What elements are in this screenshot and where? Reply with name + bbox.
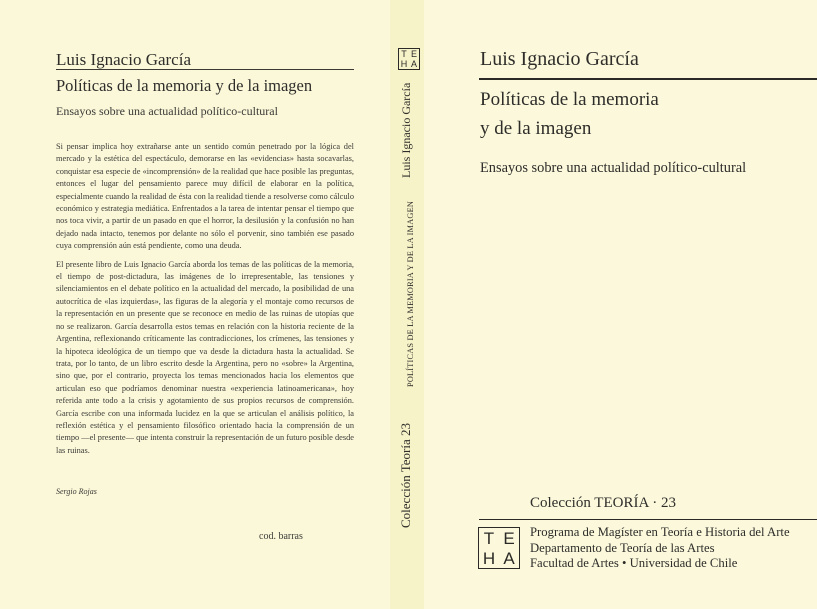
logo-letter: H bbox=[400, 58, 408, 69]
logo-letter: T bbox=[401, 48, 407, 59]
logo-letter: T bbox=[483, 528, 495, 548]
blurb-paragraph: El presente libro de Luis Ignacio García aborda los temas de las políticas de la memoria, el tiempo de post-dictadura, las imágenes de lo irrepresentable, las tensiones y silenciamientos en el debate político en la actualidad del mercado, la posibilidad de una autocrítica de «las izquierdas», las figuras de la alegoría y el montaje como recursos de la representación en un presente que se reconoce en medio de las ruinas de utopías que no se realizaron. García desarrolla estos temas en relación con la historia reciente de la Argentina, reflexionando críticamente las contradicciones, los crímenes, las tensiones y la hipoteca ideológica de un tiempo que va desde la dictadura hasta la actualidad. Se trata, por lo tanto, de un libro escrito desde la Argentina, pero no «sobre» la Argentina, sino que, por el contrario, proyecta los temas mencionados hacia los elementos que articulan eso que podríamos denominar nuestra «experiencia latinoamericana», hoy referida ante todo a la crisis y agotamiento de sus propios recursos de comprensión. García escribe con una informada lucidez en la que se articulan el análisis político, la reflexión estética y el pensamiento filosófico orientado hacia la comprensión de un tiempo —el presente— que intenta construir la representación de un futuro posible desde las ruinas. bbox=[56, 259, 354, 455]
logo-letter: A bbox=[503, 548, 515, 568]
back-author: Luis Ignacio García bbox=[56, 50, 191, 69]
front-author: Luis Ignacio García bbox=[480, 48, 639, 70]
front-subtitle: Ensayos sobre una actualidad político-cultural bbox=[480, 160, 747, 176]
spine-title: POLÍTICAS DE LA MEMORIA Y DE LA IMAGEN bbox=[406, 200, 415, 387]
logo-letter: E bbox=[503, 528, 515, 548]
teha-logo-spine bbox=[398, 48, 420, 70]
front-institution bbox=[530, 525, 790, 572]
back-cover bbox=[0, 0, 390, 609]
front-collection-rule bbox=[479, 519, 817, 520]
back-title: Políticas de la memoria y de la imagen bbox=[56, 76, 313, 95]
barcode-placeholder: cod. barras bbox=[259, 531, 303, 542]
blurb-signature: Sergio Rojas bbox=[56, 487, 97, 496]
institution-line: Programa de Magíster en Teoría e Historia del Arte bbox=[530, 525, 790, 539]
logo-letter: H bbox=[482, 548, 496, 568]
spine-collection: Colección Teoría 23 bbox=[398, 423, 413, 528]
back-subtitle: Ensayos sobre una actualidad político-cultural bbox=[56, 104, 278, 118]
teha-logo-front bbox=[478, 527, 520, 569]
front-title-line: Políticas de la memoria bbox=[480, 89, 659, 110]
institution-line: Facultad de Artes • Universidad de Chile bbox=[530, 556, 738, 570]
logo-letter: E bbox=[410, 48, 417, 59]
institution-line: Departamento de Teoría de las Artes bbox=[530, 540, 715, 555]
front-title-line: y de la imagen bbox=[480, 118, 592, 139]
back-author-rule bbox=[56, 69, 354, 70]
blurb-paragraph: Si pensar implica hoy extrañarse ante un sentido común penetrado por la lógica del mercado y la estética del espectáculo, demorarse en las «evidencias» hasta socavarlas, conquistar esa especie de «incomprensión» de la realidad que hace posible las preguntas, entonces el lugar del pensamiento parece muy difícil de elaborar en la política, especialmente cuando la realidad de ésta con la realidad tiende a resolverse como cálculo económico y estrategia mediática. Enfrentados a la tarea de intentar pensar el tiempo que nos toca vivir, a partir de un pasado en que el horror, la desilusión y la confusión no han dejado nada intacto, tenemos por delante no sólo el porvenir, sino también ese pasado cuya comprensión aún está pendiente, como una deuda. bbox=[56, 142, 354, 251]
front-collection: Colección TEORÍA · 23 bbox=[530, 495, 676, 511]
back-blurb bbox=[56, 141, 354, 463]
logo-letter: A bbox=[410, 58, 417, 69]
front-author-rule bbox=[479, 78, 817, 80]
front-title bbox=[480, 85, 659, 143]
spine-author: Luis Ignacio García bbox=[399, 82, 413, 178]
